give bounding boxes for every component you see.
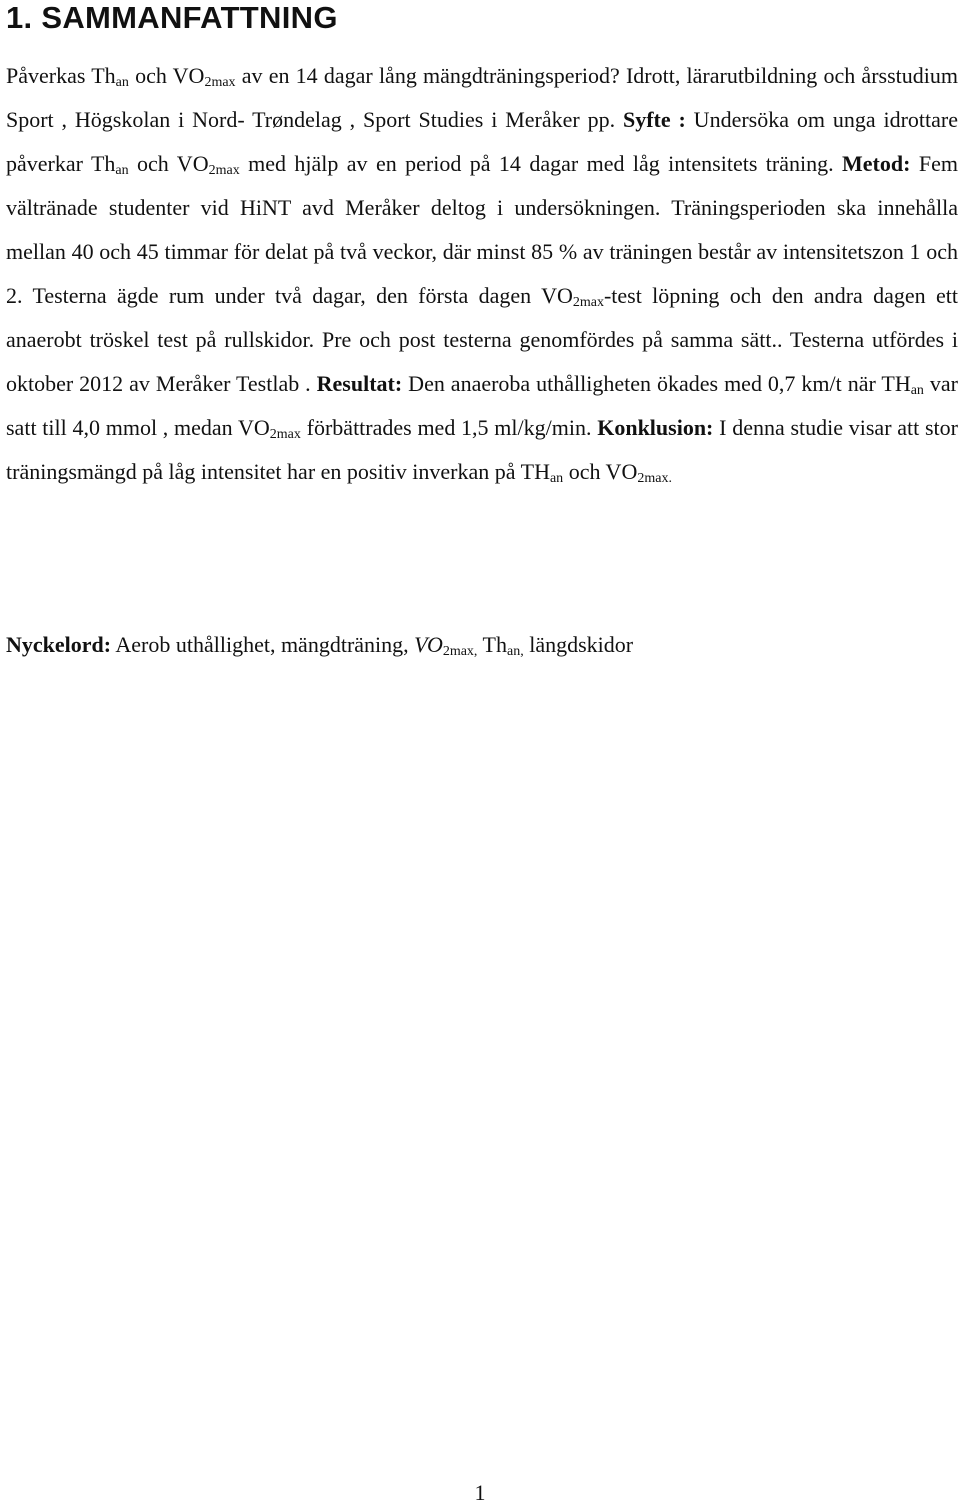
- subscript: 2max: [208, 163, 240, 178]
- keywords-line: [6, 623, 958, 667]
- resultat-label: Resultat:: [316, 371, 403, 396]
- text-span: Th: [477, 632, 507, 657]
- abstract-paragraph: [6, 54, 958, 494]
- subscript: an: [115, 75, 129, 90]
- text-span: av en 14 dagar lång mängdträningsperiod? Idrott, lärarutbildning och årsstudium Sport , Högskolan i Nord- Trøndelag , Sport Studies i Meråker pp.: [6, 63, 958, 132]
- subscript: 2max: [269, 427, 301, 442]
- text-span: Den anaeroba uthålligheten ökades med 0,7 km/t när TH: [402, 371, 911, 396]
- syfte-label: Syfte :: [622, 107, 686, 132]
- section-heading: 1. SAMMANFATTNING: [6, 0, 338, 35]
- subscript: 2max,: [442, 644, 478, 659]
- text-span: -test löpning och den andra dagen ett anaerobt tröskel test på rullskidor. Pre och post testerna genomfördes på samma sätt.. Testerna utfördes i oktober 2012 av Meråker Testlab .: [6, 283, 958, 396]
- text-span: och VO: [128, 151, 209, 176]
- text-span: och VO: [563, 459, 638, 484]
- text-span: förbättrades med 1,5 ml/kg/min.: [300, 415, 598, 440]
- subscript: an: [549, 471, 564, 486]
- text-span: var satt till 4,0 mmol , medan VO: [6, 371, 959, 440]
- vo2max-italic: VO: [414, 632, 443, 657]
- text-span: I denna studie visar att stor träningsmängd på låg intensitet har en positiv inverkan på TH: [6, 415, 958, 484]
- text-span: Påverkas Th: [6, 63, 116, 88]
- text-span: med hjälp av en period på 14 dagar med låg intensitets träning.: [239, 151, 843, 176]
- text-span: längdskidor: [523, 632, 634, 657]
- subscript: an: [115, 163, 129, 178]
- text-span: och VO: [128, 63, 205, 88]
- subscript: an: [910, 383, 924, 398]
- text-span: Fem vältränade studenter vid HiNT avd Meråker deltog i undersökningen. Träningsperioden ska innehålla mellan 40 och 45 timmar för delat på två veckor, där minst 85 % av träningen består av intensitetszon 1 och 2. Testerna ägde rum under två dagar, den första dagen VO: [6, 151, 958, 308]
- subscript: an,: [506, 644, 524, 659]
- subscript: 2max: [204, 75, 236, 90]
- subscript: 2max: [572, 295, 604, 310]
- subscript: 2max.: [637, 471, 672, 486]
- text-span: Aerob uthållighet, mängdträning,: [111, 632, 415, 657]
- text-span: Undersöka om unga idrottare påverkar Th: [6, 107, 959, 176]
- page-number: 1: [474, 1480, 486, 1505]
- metod-label: Metod:: [842, 151, 911, 176]
- keywords-label: Nyckelord:: [6, 632, 112, 657]
- konklusion-label: Konklusion:: [597, 415, 714, 440]
